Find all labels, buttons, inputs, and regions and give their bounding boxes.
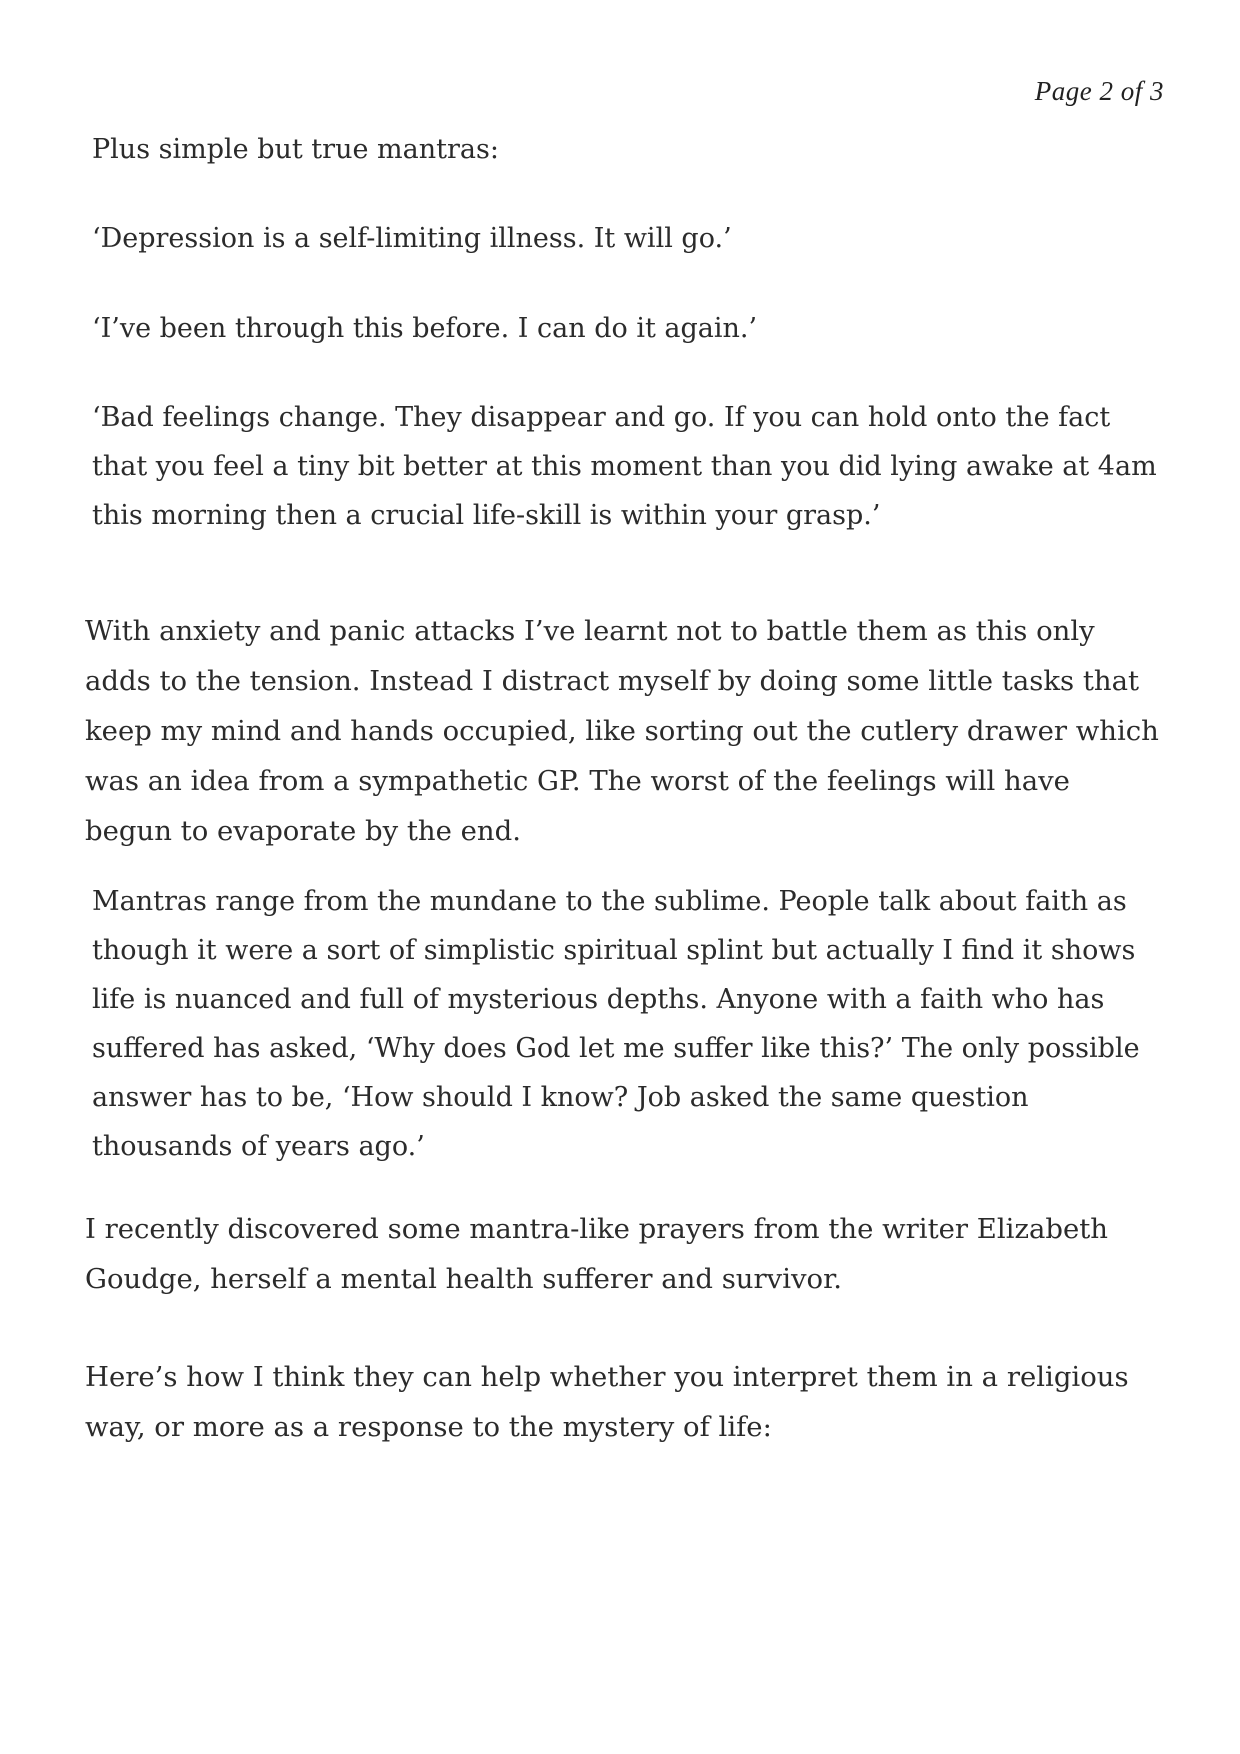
paragraph-faith: Mantras range from the mundane to the sublime. People talk about faith as though it were a sort of simplistic spiritual splint but actually I find it shows life is nuanced and full of mysterious depths. Anyone with a faith who has suffered has asked, ‘Why does God let me suffer like this?’ The only possible answer has to be, ‘How should I know? Job asked the same question thousands of years ago.’ <box>92 886 1140 1162</box>
paragraph-how: Here’s how I think they can help whether you interpret them in a religious way, or more as a response to the mystery of life: <box>85 1361 1129 1443</box>
paragraph-goudge: I recently discovered some mantra-like prayers from the writer Elizabeth Goudge, herself a mental health sufferer and survivor. <box>85 1213 1108 1295</box>
mantra-self-limiting: ‘Depression is a self-limiting illness. It will go.’ <box>92 223 732 254</box>
mantra-bad-feelings: ‘Bad feelings change. They disappear and go. If you can hold onto the fact that you feel a tiny bit better at this moment than you did lying awake at 4am this morning then a crucial life-skill is within your grasp.’ <box>92 402 1157 531</box>
mantra-been-through: ‘I’ve been through this before. I can do it again.’ <box>92 313 758 344</box>
page-number: Page 2 of 3 <box>1034 76 1164 106</box>
paragraph-anxiety: With anxiety and panic attacks I’ve learnt not to battle them as this only adds to the tension. Instead I distract myself by doing some little tasks that keep my mind and hands occupied, like sorting out the cutlery drawer which was an idea from a sympathetic GP. The worst of the feelings will have begun to evaporate by the end. <box>85 615 1159 847</box>
paragraph-intro: Plus simple but true mantras: <box>92 134 499 165</box>
